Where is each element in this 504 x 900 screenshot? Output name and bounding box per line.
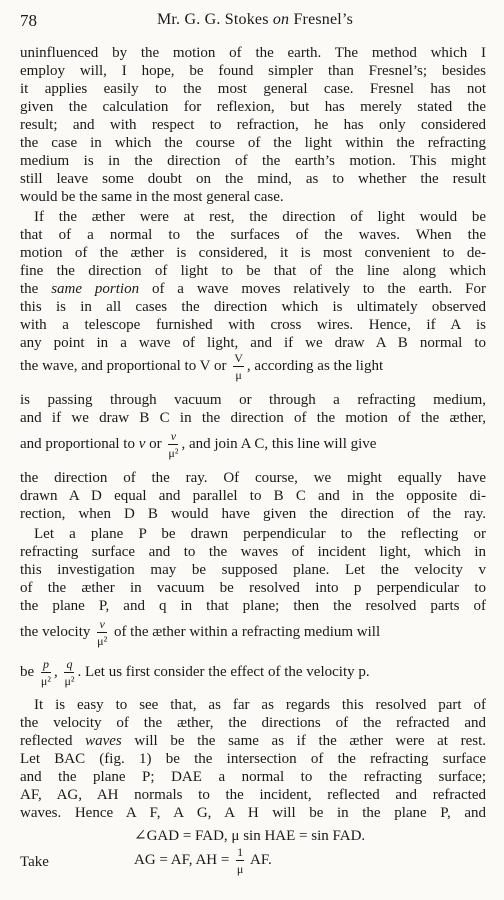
page-header: [20, 11, 490, 35]
text-line: fine the direction of light to be that of the line along which: [20, 263, 486, 279]
equation-take-label: Take: [20, 854, 49, 870]
text-line: [20, 732, 486, 750]
denominator: μ²: [97, 634, 108, 648]
fraction: [236, 846, 244, 875]
denominator: μ²: [168, 446, 179, 460]
text-line: rection, when D B would have given the direction of the ray.: [20, 506, 486, 522]
text-fragment: AF.: [247, 851, 272, 868]
text-line: refracting surface and to the waves of incident light, which in: [20, 544, 486, 560]
numerator: 1: [237, 845, 244, 859]
text-line-with-fraction: [20, 618, 486, 647]
running-head-subject: Fresnel’s: [293, 11, 354, 28]
text-line: the velocity of the æther, the directions of the refracted and: [20, 715, 486, 731]
page-number: 78: [20, 11, 37, 30]
denominator: μ²: [40, 674, 51, 688]
text-fragment: , and join A C, this line will give: [181, 435, 377, 452]
text-fragment: . Let us first consider the effect of the velocity p.: [77, 663, 370, 680]
text-line: this investigation may be supposed plane. Let the velocity v: [20, 562, 486, 578]
text-line: this is in all cases the direction which is ultimately observed: [20, 299, 486, 315]
denominator: μ: [233, 366, 244, 381]
running-head-author: Mr. G. G. Stokes: [156, 11, 269, 28]
text-line: [20, 280, 486, 298]
text-line: medium is in the direction of the earth’s motion. This might: [20, 153, 486, 169]
numerator: p: [42, 657, 49, 671]
text-line: would be the same in the most general case.: [20, 189, 284, 205]
text-line: with a telescope furnished with cross wires. Hence, if A is: [20, 317, 486, 333]
text-fragment: be: [20, 663, 35, 680]
running-head: [20, 11, 490, 29]
text-fragment: the velocity: [20, 623, 91, 640]
variable-v: v: [138, 435, 146, 452]
equation: [134, 846, 272, 875]
fraction: [97, 618, 107, 647]
text-line: that of a normal to the surfaces of the waves. When the: [20, 227, 486, 243]
text-fragment: , according as the light: [246, 357, 384, 374]
text-fragment: AG = AF, AH =: [134, 851, 234, 868]
emphasis-text: same portion: [51, 281, 140, 297]
denominator: μ²: [64, 674, 75, 688]
text-line: It is easy to see that, as far as regards this resolved part of: [34, 697, 486, 713]
text-fragment: reflected: [20, 733, 86, 749]
text-fragment: ,: [53, 663, 58, 680]
text-fragment: the: [20, 281, 52, 297]
text-line-with-fraction: [20, 658, 486, 687]
text-line-with-fraction: [20, 430, 486, 459]
denominator: μ: [236, 862, 244, 876]
text-line: it applies easily to the most general case. Fresnel has not: [20, 81, 486, 97]
text-line: still leave some doubt on the mind, as to whether the result: [20, 171, 486, 187]
text-line: of the æther in vacuum be resolved into p perpendicular to: [20, 580, 486, 596]
text-line: any point in a wave of light, and if we draw A B normal to: [20, 335, 486, 351]
text-line: drawn A D equal and parallel to B C and in the opposite di-: [20, 488, 486, 504]
text-line: Let BAC (fig. 1) be the intersection of the refracting surface: [20, 751, 486, 767]
text-fragment: will be the same as if the æther were at rest.: [121, 733, 486, 749]
fraction: [168, 430, 178, 459]
text-line: and the plane P; DAE a normal to the refracting surface;: [20, 769, 486, 785]
text-line: uninfluenced by the motion of the earth. The method which I: [20, 45, 486, 61]
numerator: V: [234, 351, 243, 365]
text-fragment: the wave, and proportional to V or: [20, 357, 227, 374]
emphasis-text: waves: [85, 733, 122, 749]
text-fragment: and proportional to: [20, 435, 139, 452]
text-line: the plane P, and q in that plane; then the resolved parts of: [20, 598, 486, 614]
text-line-with-fraction: [20, 352, 486, 381]
text-line: the case in which the course of the light within the refracting: [20, 135, 486, 151]
fraction: [41, 658, 51, 687]
text-line: Let a plane P be drawn perpendicular to the reflecting or: [34, 526, 486, 542]
text-line: employ will, I hope, be found simpler than Fresnel’s; besides: [20, 63, 486, 79]
text-line: result; and with respect to refraction, he has only considered: [20, 117, 486, 133]
text-line: waves. Hence A F, A G, A H will be in the plane P, and: [20, 805, 486, 821]
text-line: motion of the æther is considered, it is most convenient to de-: [20, 245, 486, 261]
text-line: and if we draw B C in the direction of the motion of the æther,: [20, 410, 486, 426]
text-line: is passing through vacuum or through a refracting medium,: [20, 392, 486, 408]
text-fragment: of a wave moves relatively to the earth. For: [139, 281, 487, 297]
text-fragment: of the æther within a refracting medium will: [113, 623, 381, 640]
numerator: v: [99, 617, 105, 631]
equation: ∠GAD = FAD, μ sin HAE = sin FAD.: [134, 828, 366, 844]
text-line: AF, AG, AH normals to the incident, reflected and refracted: [20, 787, 486, 803]
text-fragment: or: [145, 435, 162, 452]
fraction: [64, 658, 74, 687]
text-line: given the calculation for reflexion, but has merely stated the: [20, 99, 486, 115]
text-line: If the æther were at rest, the direction of light would be: [34, 209, 486, 225]
numerator: q: [66, 657, 73, 671]
running-head-on: on: [272, 11, 290, 28]
numerator: v: [170, 429, 177, 443]
text-line: the direction of the ray. Of course, we might equally have: [20, 470, 486, 486]
fraction: [233, 352, 244, 381]
